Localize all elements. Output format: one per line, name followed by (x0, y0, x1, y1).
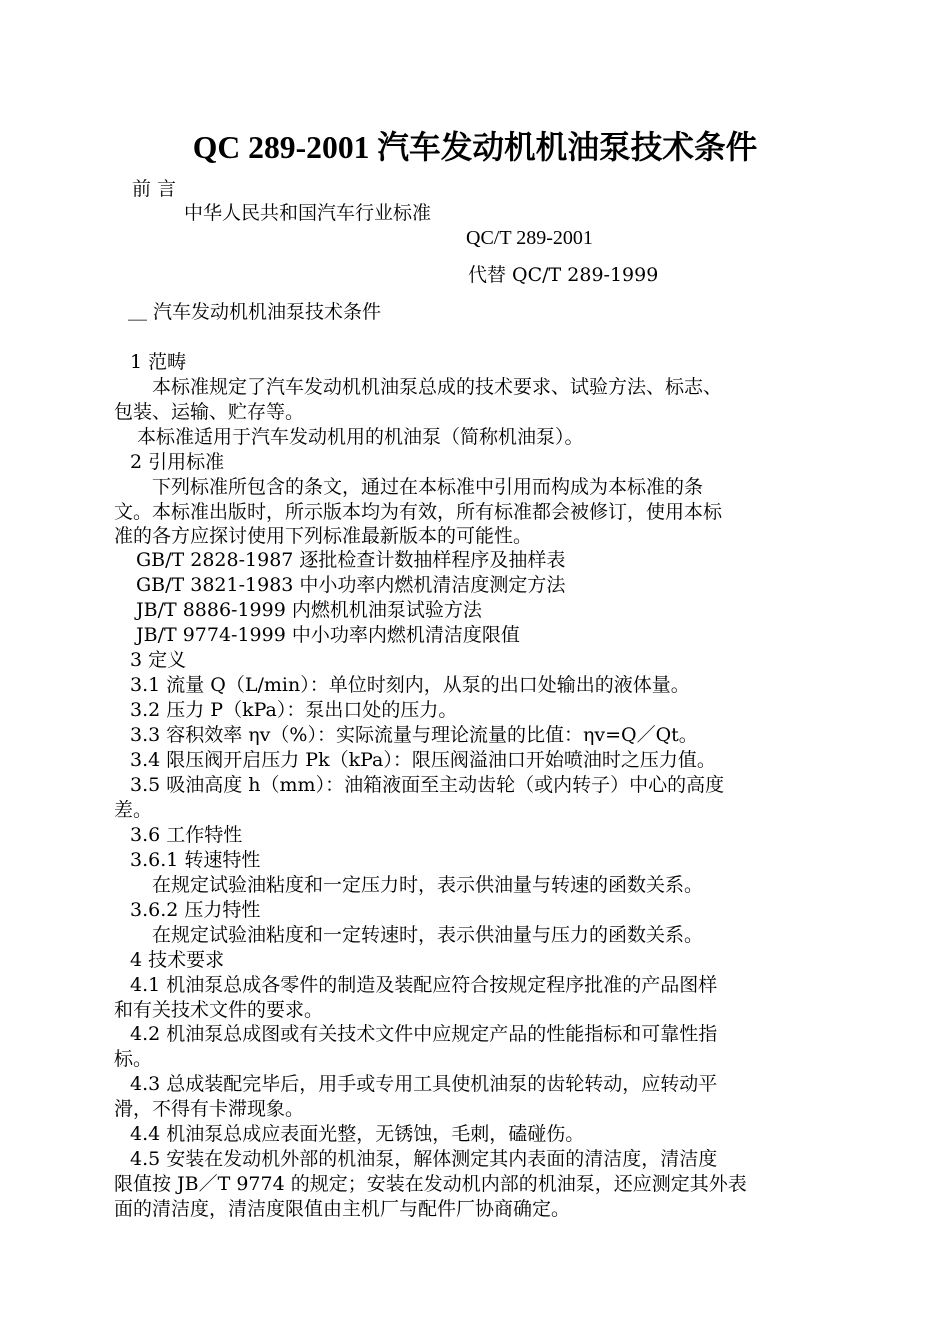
document-subtitle: 汽车发动机机油泵技术条件 (153, 301, 382, 323)
subsection-heading: 3.6.1 转速特性 (130, 849, 261, 871)
requirement-line: 面的清洁度，清洁度限值由主机厂与配件厂协商确定。 (114, 1198, 571, 1220)
underscore-mark: ＿ (128, 301, 148, 323)
requirement-line: 4.1 机油泵总成各零件的制造及装配应符合按规定程序批准的产品图样 (130, 974, 718, 996)
reference-item: JB/T 9774-1999 中小功率内燃机清洁度限值 (136, 624, 520, 646)
definition-line: 3.2 压力 P（kPa）：泵出口处的压力。 (130, 699, 458, 721)
definition-line: 3.1 流量 Q（L/min）：单位时刻内，从泵的出口处输出的液体量。 (130, 674, 690, 696)
paragraph-line: 本标准适用于汽车发动机用的机油泵（简称机油泵）。 (137, 426, 584, 448)
reference-item: JB/T 8886-1999 内燃机机油泵试验方法 (136, 599, 482, 621)
requirement-line: 和有关技术文件的要求。 (114, 999, 324, 1021)
paragraph-line: 包装、运输、贮存等。 (114, 401, 305, 423)
subsection-heading: 3.6.2 压力特性 (130, 899, 261, 921)
requirement-line: 滑，不得有卡滞现象。 (114, 1098, 305, 1120)
section-heading: 2 引用标准 (130, 451, 225, 473)
section-heading: 3 定义 (130, 649, 187, 671)
requirement-line: 4.4 机油泵总成应表面光整，无锈蚀，毛刺，磕碰伤。 (130, 1123, 585, 1145)
subsection-heading: 3.6 工作特性 (130, 824, 243, 846)
standard-number: QC/T 289-2001 (466, 227, 593, 249)
paragraph-line: 下列标准所包含的条文，通过在本标准中引用而构成为本标准的条 (152, 476, 704, 498)
paragraph-line: 准的各方应探讨使用下列标准最新版本的可能性。 (114, 525, 533, 547)
section-heading: 4 技术要求 (130, 949, 225, 971)
paragraph-line: 本标准规定了汽车发动机机油泵总成的技术要求、试验方法、标志、 (152, 376, 723, 398)
definition-line: 3.5 吸油高度 h（mm）：油箱液面至主动齿轮（或内转子）中心的高度 (130, 774, 725, 796)
replaces-line: 代替 QC/T 289-1999 (468, 264, 659, 286)
definition-line: 差。 (114, 799, 153, 821)
issuer-line: 中华人民共和国汽车行业标准 (184, 202, 432, 224)
definition-line: 3.3 容积效率 ηv（%）：实际流量与理论流量的比值：ηv=Q／Qt。 (130, 724, 698, 746)
requirement-line: 标。 (114, 1048, 153, 1070)
paragraph-line: 在规定试验油粘度和一定转速时，表示供油量与压力的函数关系。 (152, 924, 704, 946)
requirement-line: 4.2 机油泵总成图或有关技术文件中应规定产品的性能指标和可靠性指 (130, 1023, 718, 1045)
document-title: QC 289-2001 汽车发动机机油泵技术条件 (192, 130, 758, 165)
reference-item: GB/T 3821-1983 中小功率内燃机清洁度测定方法 (136, 574, 566, 596)
reference-item: GB/T 2828-1987 逐批检查计数抽样程序及抽样表 (136, 549, 566, 571)
requirement-line: 限值按 JB／T 9774 的规定；安装在发动机内部的机油泵，还应测定其外表 (114, 1173, 747, 1195)
requirement-line: 4.5 安装在发动机外部的机油泵，解体测定其内表面的清洁度，清洁度 (130, 1148, 718, 1170)
definition-line: 3.4 限压阀开启压力 Pk（kPa）：限压阀溢油口开始喷油时之压力值。 (130, 749, 716, 771)
paragraph-line: 在规定试验油粘度和一定压力时，表示供油量与转速的函数关系。 (152, 874, 704, 896)
foreword-heading: 前 言 (132, 178, 177, 200)
requirement-line: 4.3 总成装配完毕后，用手或专用工具使机油泵的齿轮转动，应转动平 (130, 1073, 718, 1095)
paragraph-line: 文。本标准出版时，所示版本均为有效，所有标准都会被修订，使用本标 (114, 501, 723, 523)
section-heading: 1 范畴 (130, 351, 187, 373)
